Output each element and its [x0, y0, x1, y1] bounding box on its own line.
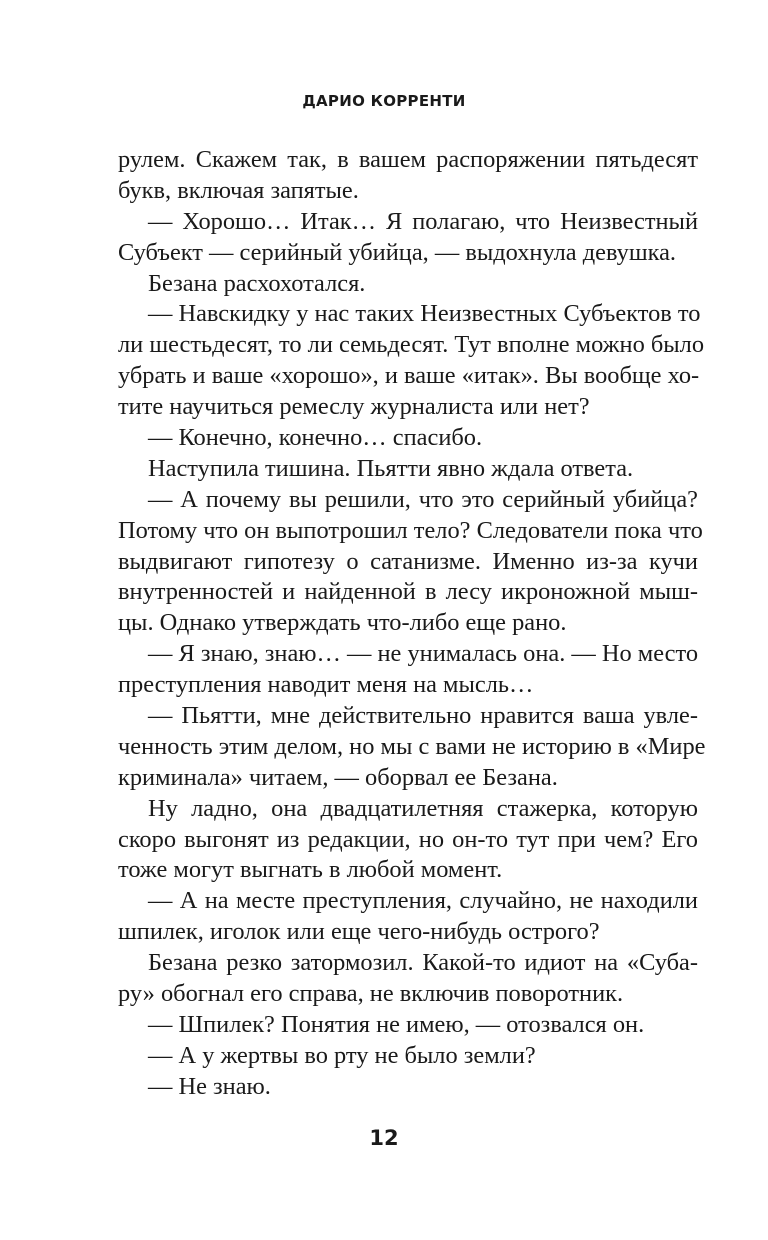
- text-line: криминала» читаем, — оборвал ее Безана.: [118, 763, 558, 791]
- text-line: Наступила тишина. Пьятти явно ждала ответа.: [148, 454, 634, 482]
- text-line: — Не знаю.: [148, 1072, 271, 1100]
- text-line: Безана резко затормозил. Какой-то идиот на «Суба-: [148, 949, 698, 977]
- body-text: [118, 145, 706, 1103]
- text-line: тоже могут выгнать в любой момент.: [118, 856, 503, 884]
- text-line: выдвигают гипотезу о сатанизме. Именно из-за кучи: [118, 547, 698, 575]
- text-line: — А почему вы решили, что это серийный убийца?: [148, 485, 698, 513]
- text-line: Безана расхохотался.: [148, 269, 366, 297]
- text-line: букв, включая запятые.: [118, 176, 359, 204]
- text-line: убрать и ваше «хорошо», и ваше «итак». Вы вообще хо-: [118, 362, 700, 390]
- text-line: — Конечно, конечно… спасибо.: [148, 424, 483, 452]
- text-line: внутренностей и найденной в лесу икроножной мыш-: [118, 578, 698, 606]
- text-line: Субъект — серийный убийца, — выдохнула девушка.: [118, 238, 677, 266]
- text-line: — Навскидку у нас таких Неизвестных Субъектов то: [148, 300, 701, 328]
- text-line: тите научиться ремеслу журналиста или нет?: [118, 393, 590, 421]
- page-number: 12: [369, 1126, 399, 1150]
- text-line: — А на месте преступления, случайно, не находили: [148, 887, 698, 915]
- running-header-author: ДАРИО КОРРЕНТИ: [302, 92, 466, 110]
- text-line: — Хорошо… Итак… Я полагаю, что Неизвестный: [148, 207, 698, 235]
- text-line: — Пьятти, мне действительно нравится ваша увле-: [148, 702, 698, 730]
- text-line: шпилек, иголок или еще чего-нибудь острого?: [118, 918, 600, 946]
- text-line: скоро выгонят из редакции, но он-то тут при чем? Его: [118, 825, 698, 853]
- text-line: ченность этим делом, но мы с вами не историю в «Мире: [118, 732, 706, 760]
- text-line: — А у жертвы во рту не было земли?: [148, 1041, 536, 1069]
- text-line: рулем. Скажем так, в вашем распоряжении пятьдесят: [118, 146, 698, 173]
- text-line: — Шпилек? Понятия не имею, — отозвался он.: [148, 1010, 645, 1038]
- text-line: Ну ладно, она двадцатилетняя стажерка, которую: [148, 794, 698, 822]
- text-line: ли шестьдесят, то ли семьдесят. Тут вполне можно было: [118, 331, 705, 359]
- text-line: преступления наводит меня на мысль…: [118, 671, 534, 699]
- text-line: цы. Однако утверждать что-либо еще рано.: [118, 609, 567, 637]
- text-line: — Я знаю, знаю… — не унималась она. — Но место: [148, 640, 699, 668]
- text-line: ру» обогнал его справа, не включив поворотник.: [118, 980, 624, 1008]
- text-line: Потому что он выпотрошил тело? Следователи пока что: [118, 516, 703, 544]
